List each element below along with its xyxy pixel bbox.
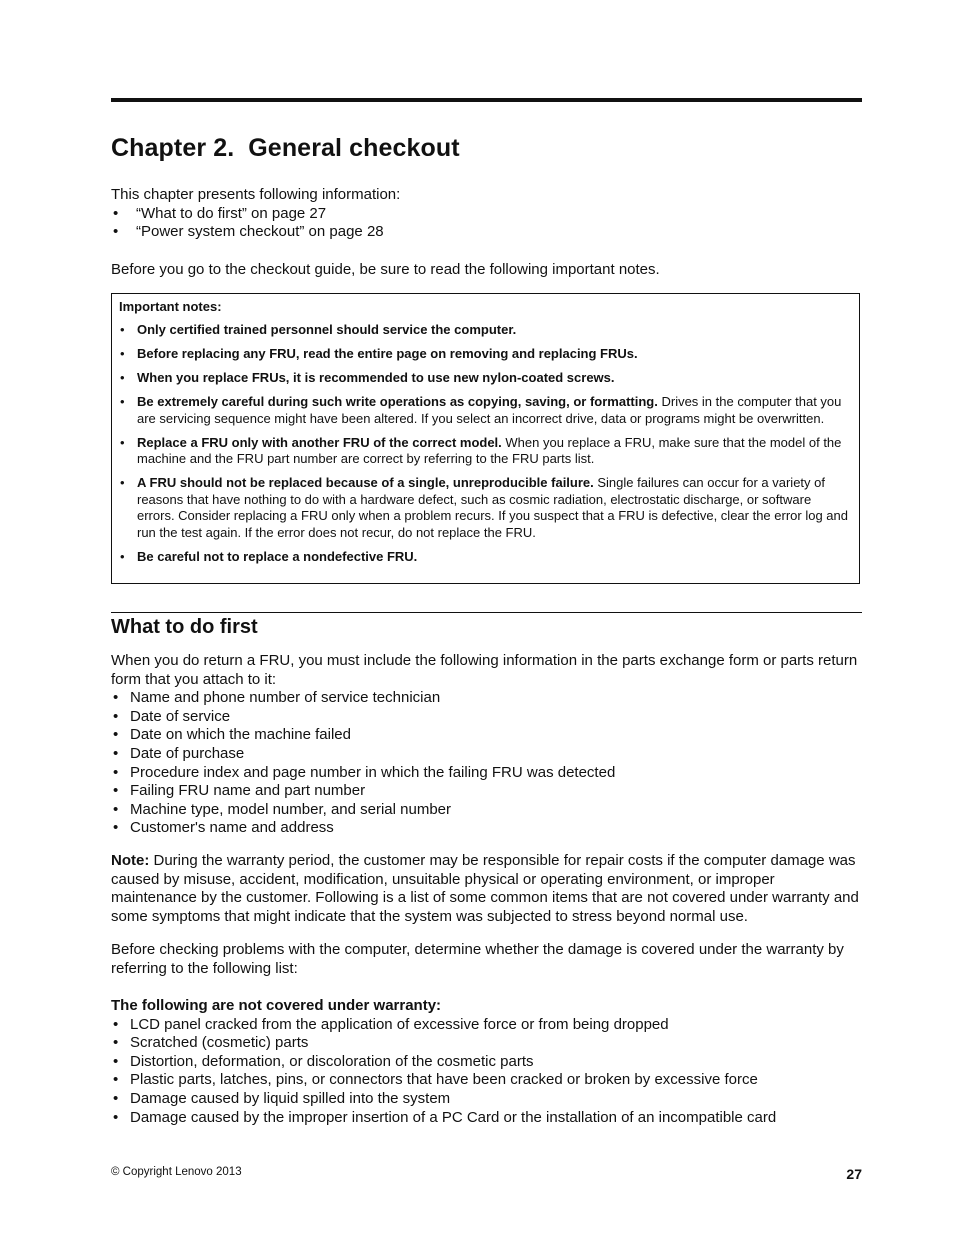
not-covered-list bbox=[111, 1016, 862, 1128]
note-item-bold: Only certified trained personnel should service the computer. bbox=[137, 322, 517, 337]
list-item: • Plastic parts, latches, pins, or connectors that have been cracked or broken by excessive force bbox=[111, 1071, 862, 1090]
note-item bbox=[119, 346, 852, 363]
chapter-title: General checkout bbox=[248, 134, 460, 162]
important-notes-list bbox=[119, 322, 852, 565]
list-item: • Date of purchase bbox=[111, 745, 862, 764]
note-item bbox=[119, 475, 852, 541]
section-rule bbox=[111, 612, 862, 613]
not-covered-block bbox=[111, 997, 862, 1127]
intro-link[interactable]: • “What to do first” on page 27 bbox=[111, 205, 862, 224]
chapter-heading bbox=[111, 134, 460, 163]
list-item: • Customer's name and address bbox=[111, 819, 862, 838]
note-item bbox=[119, 322, 852, 339]
chapter-number: Chapter 2. bbox=[111, 134, 235, 162]
important-notes-box bbox=[111, 293, 860, 584]
intro-block bbox=[111, 186, 862, 242]
list-item: • Procedure index and page number in which the failing FRU was detected bbox=[111, 764, 862, 783]
note-item-bold: Replace a FRU only with another FRU of the correct model. bbox=[137, 434, 502, 450]
warranty-note bbox=[111, 852, 862, 926]
list-item: • Scratched (cosmetic) parts bbox=[111, 1034, 862, 1053]
important-notes-heading: Important notes: bbox=[119, 299, 222, 314]
note-item-bold: Be extremely careful during such write operations as copying, saving, or formatting. bbox=[137, 393, 658, 409]
list-item: • Name and phone number of service technician bbox=[111, 689, 862, 708]
note-item-bold: A FRU should not be replaced because of a single, unreproducible failure. bbox=[137, 475, 594, 491]
chapter-rule bbox=[111, 98, 862, 102]
before-checking-text: Before checking problems with the computer, determine whether the damage is covered under the warranty by referring to the following list: bbox=[111, 941, 844, 977]
note-item bbox=[119, 370, 852, 387]
note-label: Note: bbox=[111, 852, 150, 869]
note-item-bold: Be careful not to replace a nondefective FRU. bbox=[137, 548, 418, 564]
intro-link[interactable]: • “Power system checkout” on page 28 bbox=[111, 223, 862, 242]
not-covered-heading: The following are not covered under warranty: bbox=[111, 997, 442, 1014]
intro-link-list bbox=[111, 205, 862, 242]
before-checkout-text: Before you go to the checkout guide, be sure to read the following important notes. bbox=[111, 261, 660, 278]
list-item: • Date on which the machine failed bbox=[111, 726, 862, 745]
what-to-do-first-block bbox=[111, 652, 862, 838]
section-heading: What to do first bbox=[111, 616, 258, 638]
section-intro-text: When you do return a FRU, you must include the following information in the parts exchange form or parts return form that you attach to it: bbox=[111, 652, 858, 688]
list-item: • Damage caused by the improper insertion of a PC Card or the installation of an incompatible card bbox=[111, 1109, 862, 1128]
note-item-bold: Before replacing any FRU, read the entire page on removing and replacing FRUs. bbox=[137, 345, 638, 361]
note-item-bold: When you replace FRUs, it is recommended to use new nylon-coated screws. bbox=[137, 369, 615, 385]
list-item: • Date of service bbox=[111, 708, 862, 727]
list-item: • Distortion, deformation, or discoloration of the cosmetic parts bbox=[111, 1053, 862, 1072]
note-item-text: When you replace a FRU, make sure that the model of the machine and the FRU part number are correct by referring to the FRU parts list. bbox=[137, 434, 842, 467]
intro-text: This chapter presents following information: bbox=[111, 186, 401, 203]
return-info-list bbox=[111, 689, 862, 838]
list-item: • LCD panel cracked from the application of excessive force or from being dropped bbox=[111, 1016, 862, 1035]
list-item: • Machine type, model number, and serial number bbox=[111, 801, 862, 820]
note-item-text: Single failures can occur for a variety of reasons that have nothing to do with a hardware defect, such as cosmic radiation, electrostatic discharge, or software errors. Consider replacing a FRU only when a problem recurs. If you suspect that a FRU is defective, clear the error log and run the test again. If the error does not recur, do not replace the FRU. bbox=[137, 475, 848, 540]
copyright-text: © Copyright Lenovo 2013 bbox=[111, 1166, 242, 1178]
note-item bbox=[119, 435, 852, 468]
list-item: • Damage caused by liquid spilled into the system bbox=[111, 1090, 862, 1109]
note-item bbox=[119, 549, 852, 566]
note-text: During the warranty period, the customer may be responsible for repair costs if the computer damage was caused by misuse, accident, modification, unsuitable physical or operating environment, or improper maintenance by the customer. Following is a list of some common items that are not covered under warranty and some symptoms that might indicate that the system was subjected to stress beyond normal use. bbox=[111, 852, 859, 925]
note-item-text: Drives in the computer that you are servicing sequence might have been altered. If you select an incorrect drive, data or programs might be overwritten. bbox=[137, 393, 842, 426]
page-number: 27 bbox=[846, 1166, 862, 1182]
list-item: • Failing FRU name and part number bbox=[111, 782, 862, 801]
note-item bbox=[119, 394, 852, 427]
